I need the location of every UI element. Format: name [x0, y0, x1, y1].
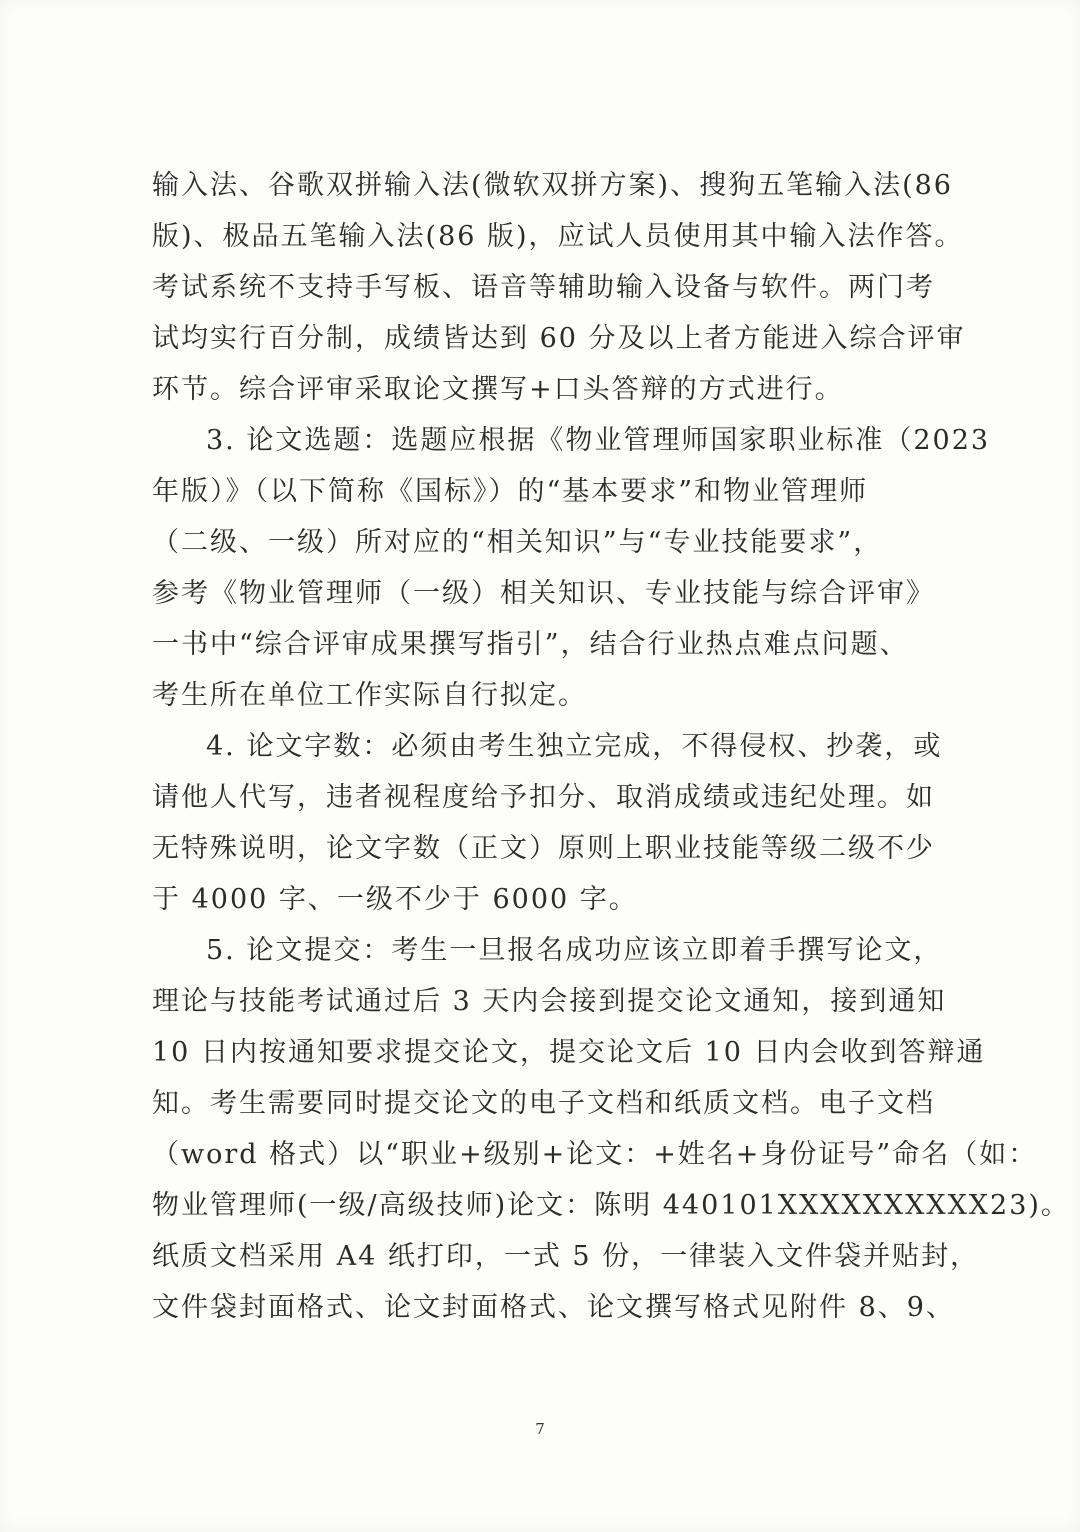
text-line: （二级、一级）所对应的“相关知识”与“专业技能要求”，: [152, 527, 883, 558]
text-line: 考生所在单位工作实际自行拟定。: [152, 680, 587, 711]
text-line: 输入法、谷歌双拼输入法(微软双拼方案)、搜狗五笔输入法(86: [152, 170, 953, 201]
section-4-heading-line: 4. 论文字数：必须由考生独立完成，不得侵权、抄袭，或: [206, 731, 943, 762]
text-line: 一书中“综合评审成果撰写指引”，结合行业热点难点问题、: [152, 629, 909, 660]
page-number: 7: [535, 1420, 545, 1438]
section-3-heading-line: 3. 论文选题：选题应根据《物业管理师国家职业标准（2023: [206, 425, 991, 456]
text-line: 参考《物业管理师（一级）相关知识、专业技能与综合评审》: [152, 578, 935, 609]
section-5-heading-line: 5. 论文提交：考生一旦报名成功应该立即着手撰写论文，: [206, 935, 943, 966]
document-body: [152, 160, 1070, 1333]
text-line: 10 日内按通知要求提交论文，提交论文后 10 日内会收到答辩通: [152, 1037, 986, 1068]
text-line: 知。考生需要同时提交论文的电子文档和纸质文档。电子文档: [152, 1088, 935, 1119]
text-line: 物业管理师(一级/高级技师)论文：陈明 440101XXXXXXXXXX23)。: [152, 1190, 1070, 1221]
text-line: 年版）》（以下简称《国标》）的“基本要求”和物业管理师: [152, 476, 869, 507]
text-line: 无特殊说明，论文字数（正文）原则上职业技能等级二级不少: [152, 833, 935, 864]
text-line: 试均实行百分制，成绩皆达到 60 分及以上者方能进入综合评审: [152, 323, 966, 354]
text-line: 理论与技能考试通过后 3 天内会接到提交论文通知，接到通知: [152, 986, 947, 1017]
text-line: 请他人代写，违者视程度给予扣分、取消成绩或违纪处理。如: [152, 782, 935, 813]
text-line: 纸质文档采用 A4 纸打印，一式 5 份，一律装入文件袋并贴封，: [152, 1241, 980, 1272]
text-line: 于 4000 字、一级不少于 6000 字。: [152, 884, 638, 915]
text-line: 版)、极品五笔输入法(86 版)，应试人员使用其中输入法作答。: [152, 221, 964, 252]
text-line: 环节。综合评审采取论文撰写+口头答辩的方式进行。: [152, 374, 844, 405]
text-line: （word 格式）以“职业+级别+论文：+姓名+身份证号”命名（如：: [152, 1139, 1038, 1170]
text-line: 考试系统不支持手写板、语音等辅助输入设备与软件。两门考: [152, 272, 935, 303]
text-line: 文件袋封面格式、论文封面格式、论文撰写格式见附件 8、9、: [152, 1292, 955, 1323]
